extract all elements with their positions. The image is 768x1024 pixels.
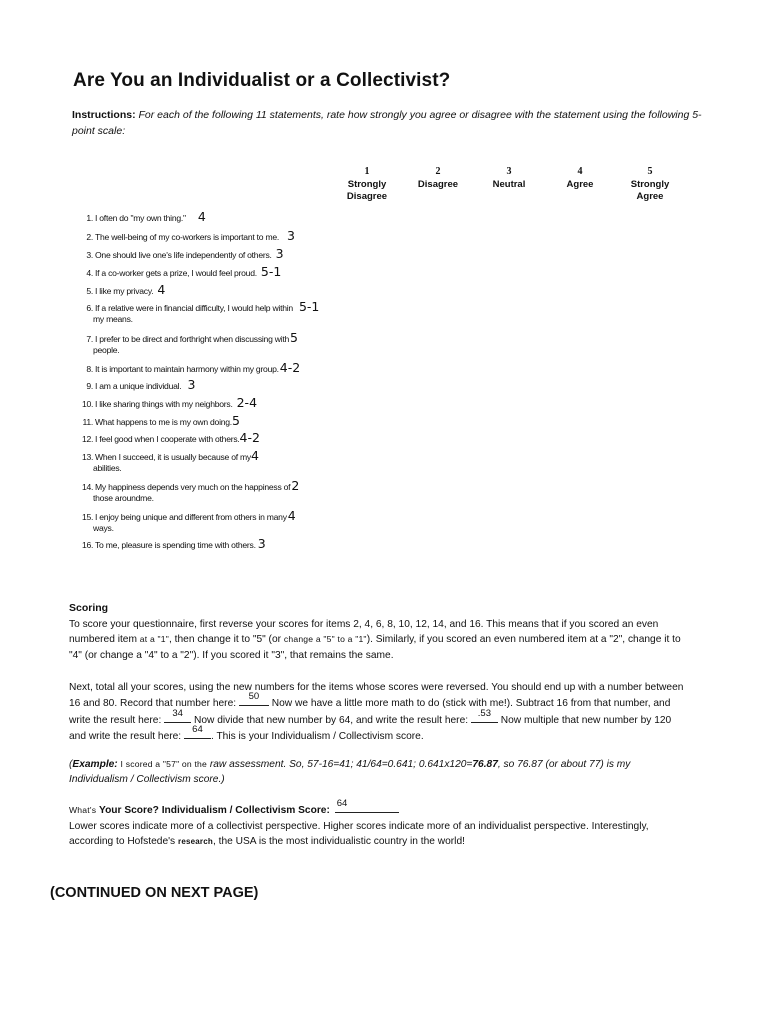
blank-value: 64 — [192, 724, 203, 736]
statement-text: I like my privacy. — [95, 286, 154, 296]
statement-number: 3. — [86, 250, 93, 260]
scale-column-3 — [479, 166, 539, 191]
statement-text: When I succeed, it is usually because of my — [95, 452, 251, 462]
statement-number: 8. — [86, 364, 93, 374]
handwritten-answer: 3 — [287, 228, 295, 243]
statement-number: 14. — [82, 482, 94, 492]
statement-number: 5. — [86, 286, 93, 296]
example-text: , so 76.87 (or about 77) is my Individualism / Collectivism score.) — [69, 759, 631, 786]
scoring-text: Now we have a little more math to do (stick with me!). Subtract 16 from that number, and write the result here: — [69, 698, 671, 726]
blank-value: .53 — [477, 707, 492, 719]
handwritten-answer: 5-1 — [298, 299, 320, 314]
statement-continuation: people. — [93, 345, 120, 355]
statement-2 — [82, 230, 322, 243]
statement-text: If a co-worker gets a prize, I would feel proud. — [95, 268, 257, 278]
statement-14 — [82, 480, 322, 504]
statement-number: 7. — [86, 334, 93, 344]
handwritten-answer: 4-2 — [279, 360, 301, 375]
instructions-label: Instructions: — [72, 109, 136, 121]
scale-label: Strongly — [347, 178, 387, 190]
statement-text: I often do "my own thing." — [95, 213, 186, 223]
scale-label: Disagree — [346, 191, 388, 202]
scale-label: Neutral — [492, 178, 526, 190]
handwritten-answer: 5-1 — [260, 264, 282, 279]
scoring-text: . This is your Individualism / Collectivism score. — [210, 731, 424, 743]
statement-text: The well-being of my co-workers is important to me. — [95, 232, 280, 242]
example-label: Example: — [72, 759, 118, 770]
statement-text: I prefer to be direct and forthright when discussing with — [95, 334, 290, 344]
scale-column-5 — [620, 166, 680, 204]
blank-value: 50 — [248, 691, 260, 703]
statement-11 — [82, 415, 322, 428]
instructions-text: For each of the following 11 statements, rate how strongly you agree or disagree with the statement using the following 5-point scale: — [72, 109, 702, 137]
handwritten-answer: 5 — [231, 413, 240, 428]
statement-number: 2. — [86, 232, 93, 242]
scale-column-1 — [337, 166, 397, 204]
scale-number: 3 — [506, 166, 512, 177]
blank-value: 64 — [336, 798, 348, 809]
statement-number: 4. — [86, 268, 93, 278]
your-score-label: Your Score? Individualism / Collectivism Score: — [99, 805, 330, 816]
statement-number: 13. — [82, 452, 94, 462]
scale-column-4 — [550, 166, 610, 191]
statement-6 — [82, 301, 322, 325]
example-open: ( — [69, 759, 73, 770]
statement-number: 6. — [86, 303, 93, 313]
subtracted-score-blank — [164, 707, 191, 723]
page-title: Are You an Individualist or a Collectivist? — [73, 70, 451, 91]
handwritten-answer: 4 — [250, 448, 259, 463]
statement-text: One should live one's life independently of others. — [95, 250, 272, 260]
scale-number: 2 — [435, 166, 441, 177]
your-score-prefix: What's — [69, 805, 97, 815]
final-score-blank — [184, 724, 211, 739]
statement-9 — [82, 379, 322, 392]
statement-number: 16. — [82, 540, 94, 550]
statement-1 — [82, 211, 322, 224]
total-score-blank — [239, 691, 269, 706]
handwritten-answer: 5 — [290, 330, 298, 345]
statement-text: What happens to me is my own doing. — [95, 417, 232, 427]
statement-text: I feel good when I cooperate with others. — [95, 434, 240, 444]
statement-number: 12. — [82, 434, 94, 444]
statement-number: 1. — [86, 213, 93, 223]
statement-continuation: my means. — [93, 314, 133, 324]
statement-4 — [82, 266, 322, 279]
statement-text: I am a unique individual. — [95, 381, 182, 391]
handwritten-answer: 3 — [275, 246, 284, 261]
example-result: 76.87 — [472, 759, 498, 770]
your-score-blank — [335, 798, 399, 813]
handwritten-answer: 2-4 — [236, 395, 258, 410]
your-score-line — [69, 798, 689, 818]
statement-text: My happiness depends very much on the happiness of — [95, 482, 291, 492]
statement-continuation: those aroundme. — [93, 493, 154, 503]
scoring-text: research — [178, 837, 213, 847]
instructions — [72, 108, 704, 139]
scale-number: 4 — [577, 166, 583, 177]
handwritten-answer: 3 — [257, 536, 266, 551]
scale-number: 1 — [364, 166, 370, 177]
statement-text: It is important to maintain harmony within my group. — [95, 364, 279, 374]
scale-label: Agree — [636, 191, 664, 202]
scoring-text: Lower scores indicate more of a collectivist perspective. Higher scores indicate more of an individualist perspective. Interestingly, according to Hofstede's — [69, 821, 649, 848]
statement-15 — [82, 510, 322, 534]
statement-text: If a relative were in financial difficulty, I would help within — [95, 303, 293, 313]
statement-number: 11. — [82, 417, 93, 427]
scoring-heading: Scoring — [69, 602, 109, 614]
statement-text: I enjoy being unique and different from others in many — [95, 512, 287, 522]
handwritten-answer: 3 — [187, 377, 196, 392]
scoring-paragraph-2 — [69, 680, 689, 745]
example-text: raw assessment. So, 57-16=41; 41/64=0.641; 0.641x120= — [209, 759, 473, 770]
handwritten-answer: 4 — [197, 209, 206, 224]
scale-label: Strongly — [630, 178, 670, 190]
scoring-paragraph-1 — [69, 617, 689, 663]
statement-text: To me, pleasure is spending time with others. — [95, 540, 256, 550]
scale-label: Agree — [566, 178, 594, 190]
statement-text: I like sharing things with my neighbors. — [95, 399, 233, 409]
continued-notice: (CONTINUED ON NEXT PAGE) — [50, 885, 259, 901]
statement-number: 9. — [86, 381, 93, 391]
statement-number: 15. — [82, 512, 94, 522]
statement-13 — [82, 450, 322, 474]
statement-12 — [82, 432, 322, 445]
scoring-text: Now multiple that new number by 120 and write the result here: — [69, 714, 672, 743]
blank-value: 34 — [172, 707, 183, 719]
scoring-paragraph-4 — [69, 819, 689, 850]
scale-label: Disagree — [417, 178, 459, 190]
scoring-text: change a "5" to a "1" — [283, 634, 367, 645]
statement-continuation: ways. — [93, 523, 114, 533]
handwritten-answer: 2 — [291, 478, 300, 493]
statement-continuation: abilities. — [93, 463, 122, 473]
statement-3 — [82, 248, 322, 261]
scale-column-2 — [408, 166, 468, 191]
scale-number: 5 — [647, 166, 653, 177]
statement-10 — [82, 397, 322, 410]
scoring-text: Next, total all your scores, using the new numbers for the items whose scores were reversed. You should end up with a number between 16 and 80. Record that number here: — [69, 682, 684, 710]
scoring-text: ). Similarly, if you scored an even numbered item at a "2", change it to "4" (or change a "4" to a "2"). If you scored it "3", that remains the same. — [69, 634, 681, 661]
handwritten-answer: 4 — [157, 282, 166, 297]
scoring-text: To score your questionnaire, first reverse your scores for items 2, 4, 6, 8, 10, 12, 14, and 16. This means that if you scored an even numbered item — [69, 619, 659, 646]
statement-number: 10. — [82, 399, 94, 409]
statement-16 — [82, 538, 322, 551]
scoring-example — [69, 757, 689, 788]
statement-8 — [82, 362, 322, 375]
example-text: I scored a "57" on the — [120, 759, 208, 769]
scoring-text: Now divide that new number by 64, and write the result here: — [193, 714, 469, 726]
handwritten-answer: 4-2 — [239, 430, 260, 445]
handwritten-answer: 4 — [287, 508, 296, 523]
statement-7 — [82, 332, 322, 356]
scoring-text: at a "1" — [139, 634, 169, 645]
statement-5 — [82, 284, 322, 297]
divided-score-blank — [471, 707, 498, 723]
scoring-text: , then change it to "5" (or — [169, 634, 282, 646]
scoring-text: , the USA is the most individualistic country in the world! — [212, 836, 465, 848]
